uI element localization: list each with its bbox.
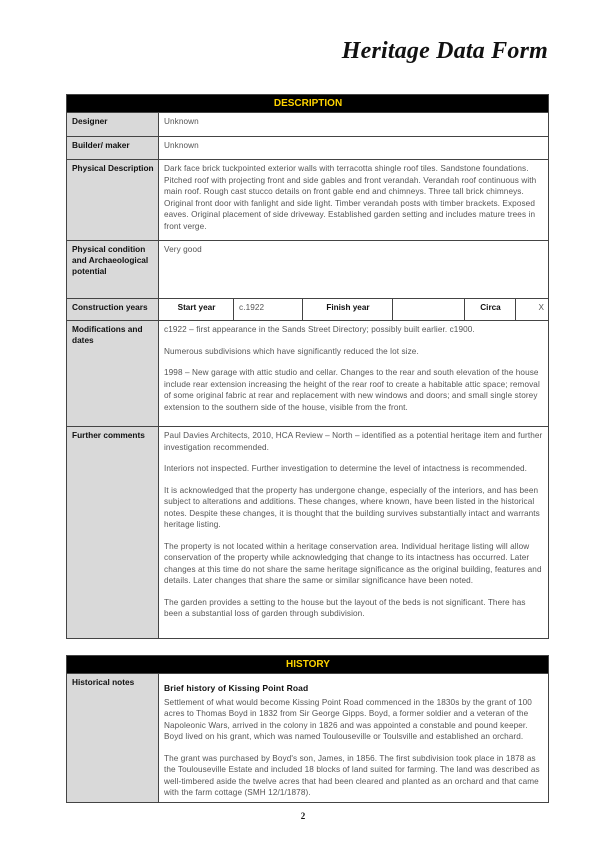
description-heading: DESCRIPTION xyxy=(67,95,549,113)
comments-paragraph: The garden provides a setting to the house but the layout of the beds is not significant. There has been a substantial loss of garden through subdivision. xyxy=(164,597,526,618)
finish-year-value xyxy=(393,299,465,321)
history-paragraph: The grant was purchased by Boyd's son, James, in 1856. The first subdivision took place in 1878 as the Toulouseville Estate and included 18 blocks of land suited for farming. The land was described as well-timbered aside the twelve acres that had been cleared and planted as an orchard and that came with the farm cottage (SMH 12/1/1878). xyxy=(164,753,540,797)
modifications-label: Modifications and dates xyxy=(67,321,159,427)
physical-description-label: Physical Description xyxy=(67,160,159,241)
page-title: Heritage Data Form xyxy=(341,38,548,64)
modifications-paragraph: c1922 – first appearance in the Sands Street Directory; possibly built earlier. c1900. xyxy=(164,325,475,334)
history-table xyxy=(66,655,549,803)
historical-notes-label: Historical notes xyxy=(67,674,159,803)
modifications-value xyxy=(159,321,549,427)
comments-paragraph: It is acknowledged that the property has undergone change, especially of the interiors, and has been subject to alterations and additions. These changes, where known, have been listed in the historical notes. Despite these changes, it is thought that the building survives substantially intact and warrants heritage listing. xyxy=(164,485,540,529)
designer-label: Designer xyxy=(67,113,159,137)
circa-label: Circa xyxy=(465,299,516,321)
modifications-paragraph: Numerous subdivisions which have significantly reduced the lot size. xyxy=(164,346,419,356)
physical-description-value: Dark face brick tuckpointed exterior walls with terracotta shingle roof tiles. Sandstone foundations. Pitched roof with projecting front and side gables and front verandah. Verandah roof continuous with main roof. Rough cast stucco details on front gable end and chimneys. Three tall brick chimneys. Original front door with fanlight and side light. Timber verandah posts with timber brackets. Exposed eaves. Original placement of side driveway. Established garden setting and includes mature trees in front verge. xyxy=(159,160,549,241)
further-comments-value xyxy=(159,427,549,639)
description-table xyxy=(66,94,549,639)
history-subheading: Brief history of Kissing Point Road xyxy=(164,683,309,693)
modifications-paragraph: 1998 – New garage with attic studio and cellar. Changes to the rear and south elevation of the house include rear extension increasing the height of the rear roof to create a habitable attic space; removal of some original fabric at rear and replacement with new windows and doors; and small single storey extension to the southern side of the house, visible from the front. xyxy=(164,368,540,412)
circa-value: X xyxy=(516,299,549,321)
further-comments-label: Further comments xyxy=(67,427,159,639)
page-number: 2 xyxy=(300,811,306,821)
historical-notes-value xyxy=(159,674,549,803)
history-paragraph: Settlement of what would become Kissing Point Road commenced in the 1830s by the grant of 100 acres to Thomas Boyd in 1832 from Sir George Gipps. Boyd, a former soldier and a veteran of the Napoleonic Wars, arrived in the colony in 1826 and was appointed a constable and pound keeper. Boyd lived on his grant, which was named Toulouseville or Toulsville and established an orchard. xyxy=(164,697,532,741)
comments-paragraph: The property is not located within a heritage conservation area. Individual heritage listing will allow conservation of the property while acknowledging that change to its intactness has occurred. Later changes at this time do not share the same heritage significance as the original building, features and details. Later changes that share the same or similar significance have been noted. xyxy=(164,541,542,585)
physical-condition-label: Physical condition and Archaeological potential xyxy=(67,241,159,299)
comments-paragraph: Interiors not inspected. Further investigation to determine the level of intactness is recommended. xyxy=(164,464,528,473)
physical-condition-value: Very good xyxy=(159,241,549,299)
designer-value: Unknown xyxy=(159,113,549,137)
construction-years-label: Construction years xyxy=(67,299,159,321)
comments-paragraph: Paul Davies Architects, 2010, HCA Review – North – identified as a potential heritage item and further investigation recommended. xyxy=(164,431,543,452)
history-heading: HISTORY xyxy=(67,656,549,674)
builder-label: Builder/ maker xyxy=(67,137,159,160)
start-year-label: Start year xyxy=(159,299,234,321)
builder-value: Unknown xyxy=(159,137,549,160)
finish-year-label: Finish year xyxy=(303,299,393,321)
start-year-value: c.1922 xyxy=(234,299,303,321)
